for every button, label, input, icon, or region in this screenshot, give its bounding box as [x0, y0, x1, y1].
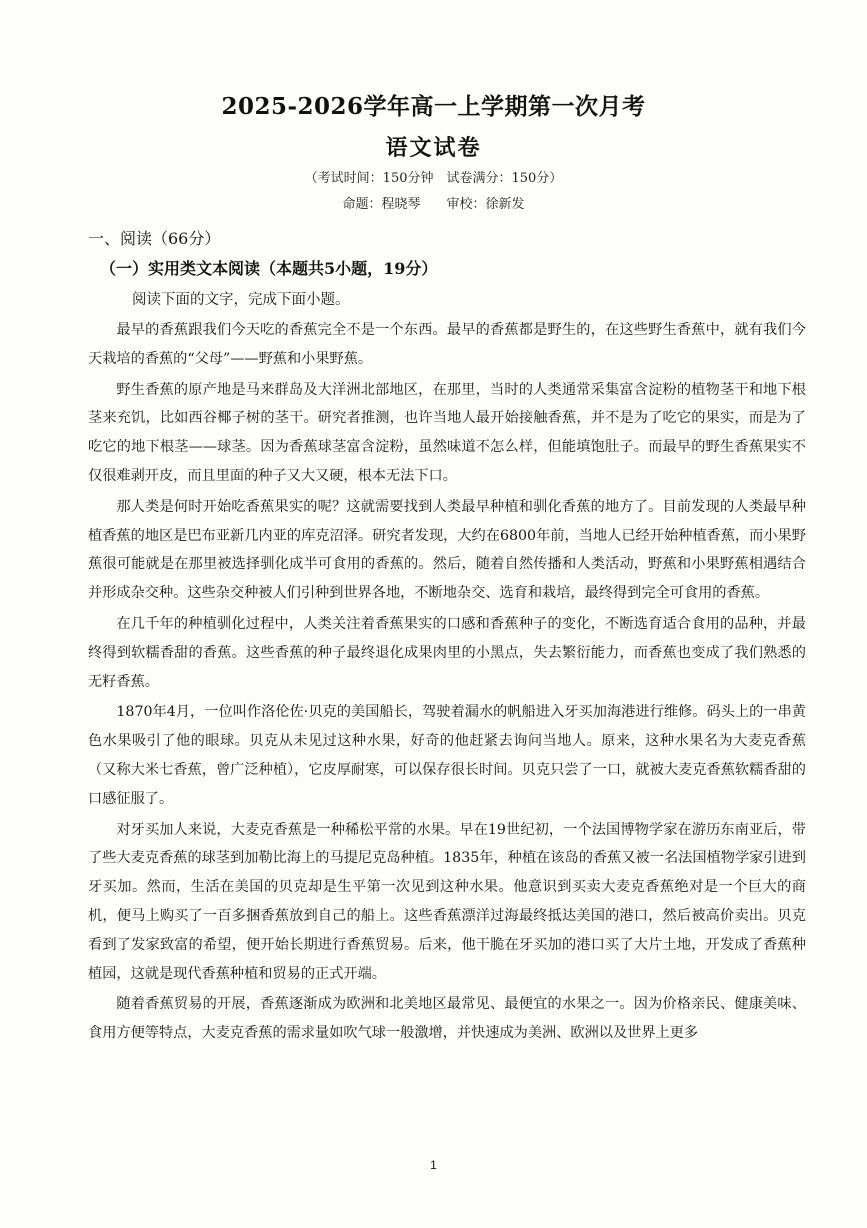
exam-title: 2025-2026学年高一上学期第一次月考	[221, 93, 646, 120]
passage-paragraph: 对牙买加人来说，大麦克香蕉是一种稀松平常的水果。早在19世纪初，一个法国博物学家在游历东南亚后，带了些大麦克香蕉的球茎到加勒比海上的马提尼克岛种植。1835年，种植在该岛的香蕉又被一名法国植物学家引进到牙买加。然而，生活在美国的贝克却是生平第一次见到这种水果。他意识到买卖大麦克香蕉绝对是一个巨大的商机，便马上购买了一百多捆香蕉放到自己的船上。这些香蕉漂洋过海最终抵达美国的港口，然后被高价卖出。贝克看到了发家致富的希望，便开始长期进行香蕉贸易。后来，他干脆在牙买加的港口买了大片土地，开发成了香蕉种植园，这就是现代香蕉种植和贸易的正式开端。	[88, 821, 806, 982]
reading-instruction: 阅读下面的文字，完成下面小题。	[132, 292, 350, 308]
part-heading: 一、阅读（66分）	[88, 229, 221, 248]
exam-subtitle: 语文试卷	[385, 135, 482, 161]
passage-paragraph: 在几千年的种植驯化过程中，人类关注着香蕉果实的口感和香蕉种子的变化，不断选育适合食用的品种，并最终得到软糯香甜的香蕉。这些香蕉的种子最终退化成果肉里的小黑点，失去繁衍能力，而香蕉也变成了我们熟悉的无籽香蕉。	[88, 615, 806, 690]
reading-passage	[88, 316, 806, 1050]
passage-paragraph: 1870年4月，一位叫作洛伦佐·贝克的美国船长，驾驶着漏水的帆船进入牙买加海港进行维修。码头上的一串黄色水果吸引了他的眼球。贝克从未见过这种水果，好奇的他赶紧去询问当地人。原来，这种水果名为大麦克香蕉（又称大米七香蕉，曾广泛种植），它皮厚耐寒，可以保存很长时间。贝克只尝了一口，就被大麦克香蕉软糯香甜的口感征服了。	[88, 704, 806, 807]
reviewer-credit: 审校：徐新发	[446, 197, 525, 212]
subsection-heading: （一）实用类文本阅读（本题共5小题，19分）	[100, 259, 438, 278]
exam-info: （考试时间：150分钟 试卷满分：150分）	[304, 171, 563, 186]
author-credit: 命题：程晓琴	[342, 197, 421, 212]
passage-paragraph: 野生香蕉的原产地是马来群岛及大洋洲北部地区，在那里，当时的人类通常采集富含淀粉的植物茎干和地下根茎来充饥，比如西谷椰子树的茎干。研究者推测，也许当地人最开始接触香蕉，并不是为了吃它的果实，而是为了吃它的地下根茎——球茎。因为香蕉球茎富含淀粉，虽然味道不怎么样，但能填饱肚子。而最早的野生香蕉果实不仅很难剥开皮，而且里面的种子又大又硬，根本无法下口。	[88, 381, 806, 484]
passage-paragraph: 那人类是何时开始吃香蕉果实的呢？这就需要找到人类最早种植和驯化香蕉的地方了。目前发现的人类最早种植香蕉的地区是巴布亚新几内亚的库克沼泽。研究者发现，大约在6800年前，当地人已经开始种植香蕉，而小果野蕉很可能就是在那里被选择驯化成半可食用的香蕉的。然后，随着自然传播和人类活动，野蕉和小果野蕉相遇结合并形成杂交种。这些杂交种被人们引种到世界各地，不断地杂交、选育和栽培，最终得到完全可食用的香蕉。	[88, 498, 806, 602]
passage-paragraph: 最早的香蕉跟我们今天吃的香蕉完全不是一个东西。最早的香蕉都是野生的，在这些野生香蕉中，就有我们今天栽培的香蕉的“父母”——野蕉和小果野蕉。	[88, 322, 806, 367]
page-number: 1	[430, 1158, 437, 1172]
exam-credits	[0, 193, 867, 212]
passage-paragraph: 随着香蕉贸易的开展，香蕉逐渐成为欧洲和北美地区最常见、最便宜的水果之一。因为价格亲民、健康美味、食用方便等特点，大麦克香蕉的需求量如吹气球一般激增，并快速成为美洲、欧洲以及世界上更多	[88, 996, 806, 1042]
